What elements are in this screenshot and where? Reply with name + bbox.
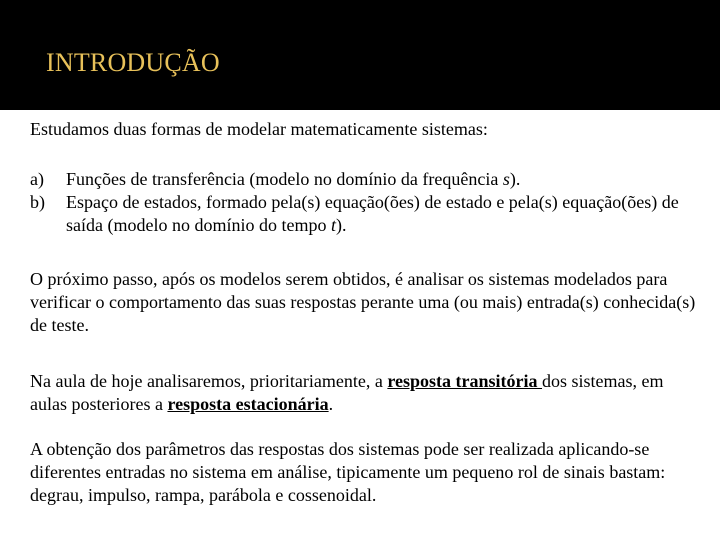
- model-list: [30, 168, 700, 237]
- title-bar: [0, 0, 720, 110]
- class-focus-paragraph: [30, 370, 700, 416]
- list-item-text: Funções de transferência (modelo no domínio da frequência: [66, 169, 503, 189]
- paragraph-text: dos sistemas, em aulas posteriores a: [30, 371, 664, 414]
- transient-response-emphasis: resposta transitória: [387, 371, 543, 391]
- list-marker: a): [30, 169, 44, 189]
- list-item-ending: ).: [509, 169, 521, 189]
- intro-text: Estudamos duas formas de modelar matematicamente sistemas:: [30, 119, 488, 139]
- list-item-text: Espaço de estados, formado pela(s) equação(ões) de estado e pela(s) equação(ões) de saída (modelo no domínio do tempo: [66, 192, 679, 235]
- list-item-variable: s: [502, 169, 510, 189]
- list-item: [30, 191, 700, 237]
- next-step-paragraph: O próximo passo, após os modelos serem obtidos, é analisar os sistemas modelados para verificar o comportamento das suas respostas perante uma (ou mais) entrada(s) conhecida(s) de teste.: [30, 269, 696, 335]
- paragraph-punctuation: .: [328, 394, 334, 414]
- steady-state-response-emphasis: resposta estacionária: [167, 394, 329, 414]
- test-signals-paragraph: A obtenção dos parâmetros das respostas dos sistemas pode ser realizada aplicando-se diferentes entradas no sistema em análise, tipicamente um pequeno rol de sinais bastam: degrau, impulso, rampa, parábola e cossenoidal.: [30, 439, 666, 505]
- list-item: [30, 168, 700, 191]
- list-item-variable: t: [330, 215, 336, 235]
- paragraph-text: Na aula de hoje analisaremos, prioritariamente, a: [30, 371, 388, 391]
- list-marker: b): [30, 192, 45, 212]
- list-item-ending: ).: [335, 215, 347, 235]
- slide-title: INTRODUÇÃO: [46, 48, 220, 77]
